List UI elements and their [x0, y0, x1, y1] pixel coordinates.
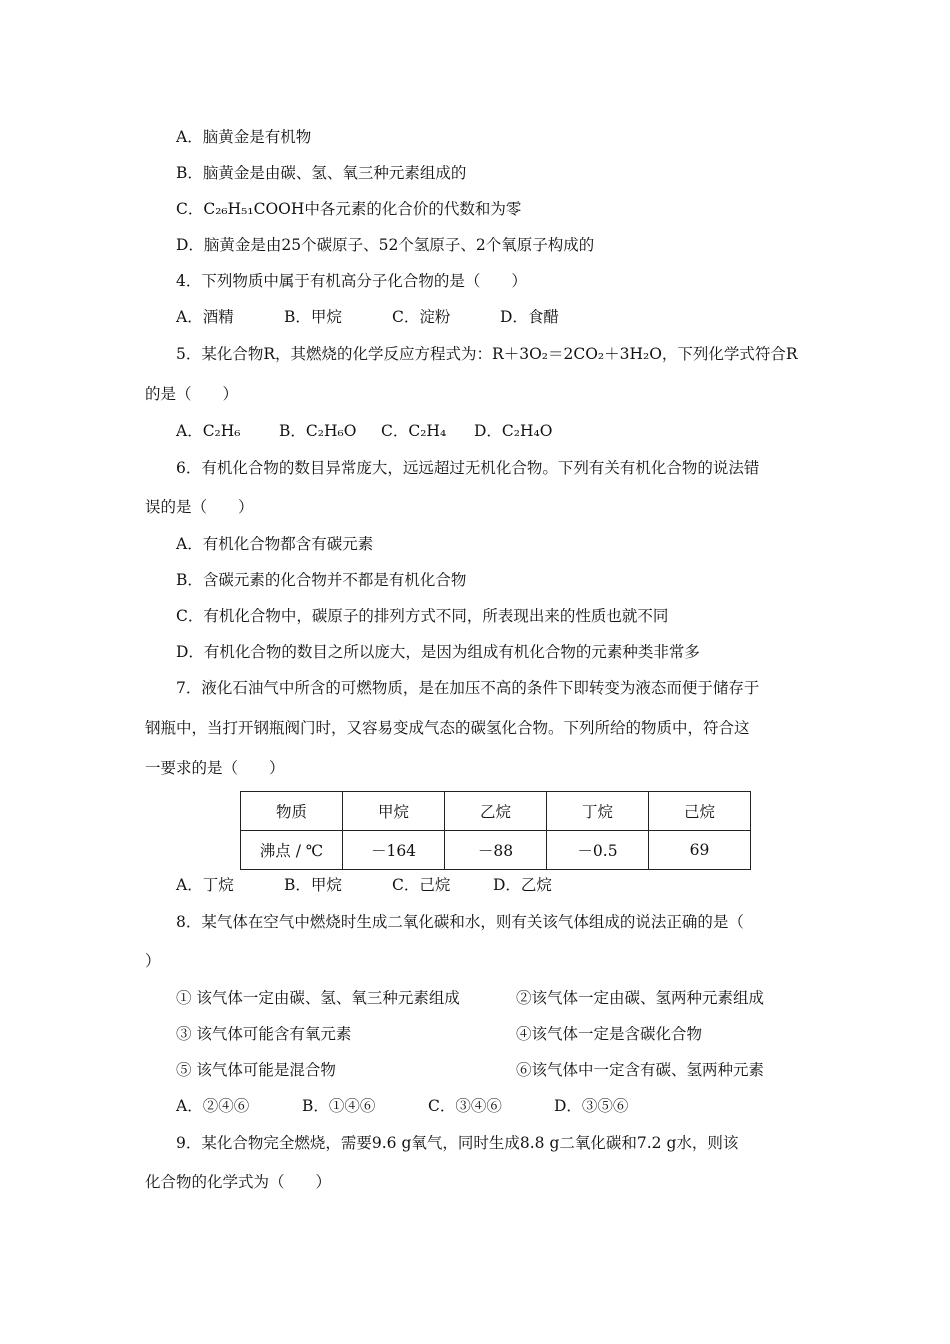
q6-option-a: A．有机化合物都含有碳元素 — [176, 535, 374, 553]
q6-stem-line2: 误的是（ ） — [145, 498, 254, 516]
q4-option-c: C．淀粉 — [392, 308, 451, 326]
q4-options — [176, 307, 559, 327]
q9-stem-line1: 9．某化合物完全燃烧，需要9.6 g氧气，同时生成8.8 g二氧化碳和7.2 g水，则该 — [176, 1134, 739, 1152]
table-cell: 己烷 — [649, 792, 751, 831]
q8-options — [176, 1096, 628, 1116]
q7-option-d: D．乙烷 — [493, 876, 552, 894]
q4-option-a: A．酒精 — [176, 308, 234, 326]
q7-stem-line1: 7．液化石油气中所含的可燃物质，是在加压不高的条件下即转变为液态而便于储存于 — [176, 679, 760, 697]
q7-option-a: A．丁烷 — [176, 876, 234, 894]
q7-option-b: B．甲烷 — [284, 876, 342, 894]
q7-option-c: C．己烷 — [392, 876, 451, 894]
q4-option-d: D．食醋 — [500, 308, 559, 326]
q4-stem: 4．下列物质中属于有机高分子化合物的是（ ） — [176, 272, 527, 290]
q8-statement-5: ⑤ 该气体可能是混合物 — [176, 1061, 336, 1079]
table-cell: －0.5 — [547, 831, 649, 870]
q8-option-b: B．①④⑥ — [302, 1097, 376, 1115]
q7-stem-line3: 一要求的是（ ） — [145, 759, 285, 777]
q8-statement-6: ⑥该气体中一定含有碳、氢两种元素 — [516, 1061, 765, 1079]
q3-option-a: A．脑黄金是有机物 — [176, 128, 312, 146]
q6-stem-line1: 6．有机化合物的数目异常庞大，远远超过无机化合物。下列有关有机化合物的说法错 — [176, 459, 760, 477]
table-cell: 丁烷 — [547, 792, 649, 831]
q6-option-b: B．含碳元素的化合物并不都是有机化合物 — [176, 571, 467, 589]
table-header-row — [241, 792, 751, 831]
q6-option-d: D．有机化合物的数目之所以庞大，是因为组成有机化合物的元素种类非常多 — [176, 643, 700, 661]
table-cell: －88 — [445, 831, 547, 870]
q5-stem-line2: 的是（ ） — [145, 385, 239, 403]
table-cell: －164 — [343, 831, 445, 870]
table-cell: 沸点 / ℃ — [241, 831, 343, 870]
q5-option-d: D．C₂H₄O — [474, 422, 553, 440]
q8-stem-line1: 8．某气体在空气中燃烧时生成二氧化碳和水，则有关该气体组成的说法正确的是（ — [176, 913, 744, 931]
q5-option-c: C．C₂H₄ — [381, 422, 447, 440]
q8-option-d: D．③⑤⑥ — [554, 1097, 629, 1115]
q8-option-a: A．②④⑥ — [176, 1097, 250, 1115]
table-cell: 甲烷 — [343, 792, 445, 831]
q5-option-b: B．C₂H₆O — [279, 422, 357, 440]
boiling-point-table — [240, 791, 751, 870]
q4-option-b: B．甲烷 — [284, 308, 342, 326]
q8-statement-2: ②该气体一定由碳、氢两种元素组成 — [516, 989, 765, 1007]
table-row — [241, 831, 751, 870]
q5-stem-line1: 5．某化合物R，其燃烧的化学反应方程式为：R＋3O₂＝2CO₂＋3H₂O，下列化学式符合R — [176, 345, 798, 363]
q3-option-b: B．脑黄金是由碳、氢、氧三种元素组成的 — [176, 164, 467, 182]
q5-option-a: A．C₂H₆ — [176, 422, 241, 440]
table-cell: 69 — [649, 831, 751, 870]
q6-option-c: C．有机化合物中，碳原子的排列方式不同，所表现出来的性质也就不同 — [176, 607, 669, 625]
q5-options — [176, 421, 552, 441]
table-cell: 物质 — [241, 792, 343, 831]
q8-statement-3: ③ 该气体可能含有氧元素 — [176, 1025, 352, 1043]
q7-options — [176, 875, 552, 895]
q7-stem-line2: 钢瓶中，当打开钢瓶阀门时，又容易变成气态的碳氢化合物。下列所给的物质中，符合这 — [145, 719, 750, 737]
q9-stem-line2: 化合物的化学式为（ ） — [145, 1173, 332, 1191]
q8-statement-4: ④该气体一定是含碳化合物 — [516, 1025, 703, 1043]
q3-option-c: C．C₂₆H₅₁COOH中各元素的化合价的代数和为零 — [176, 200, 522, 218]
q3-option-d: D．脑黄金是由25个碳原子、52个氢原子、2个氧原子构成的 — [176, 236, 595, 254]
q8-stem-line2: ） — [145, 952, 161, 970]
table-cell: 乙烷 — [445, 792, 547, 831]
q8-option-c: C．③④⑥ — [428, 1097, 502, 1115]
q8-statement-1: ① 该气体一定由碳、氢、氧三种元素组成 — [176, 989, 460, 1007]
